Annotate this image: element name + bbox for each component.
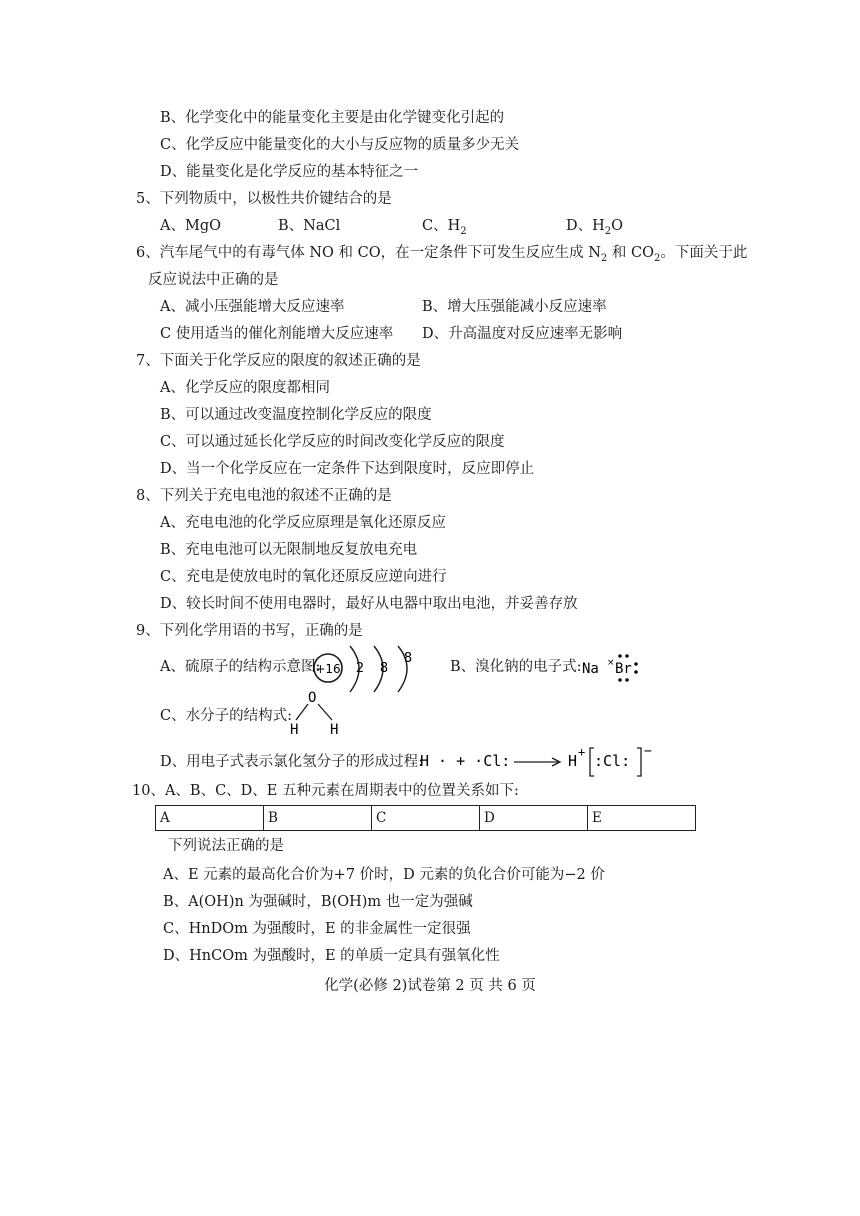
q10-stem-line2: 下列说法正确的是	[168, 838, 284, 854]
nabr-electron-formula	[580, 648, 644, 686]
q4-option-b: B、化学变化中的能量变化主要是由化学键变化引起的	[160, 110, 505, 126]
hydrogen-atom-1: H	[290, 722, 299, 738]
nucleus-charge: +16	[315, 662, 341, 676]
q5-option-b: B、NaCl	[278, 218, 341, 234]
q6-option-b: B、增大压强能减小反应速率	[422, 299, 607, 315]
q10-option-a: A、E 元素的最高化合价为+7 价时，D 元素的负化合价可能为−2 价	[163, 867, 605, 883]
dot-right-2	[634, 670, 638, 674]
water-structural-formula	[286, 688, 350, 738]
hcl-formation-process	[418, 742, 658, 782]
q6-option-d: D、升高温度对反应速率无影响	[422, 326, 623, 342]
q4-option-c: C、化学反应中能量变化的大小与反应物的质量多少无关	[160, 137, 520, 153]
table-cell-b: B	[264, 806, 372, 831]
chloride-ion: :Cl:	[594, 752, 631, 770]
transferred-electron: ×	[607, 658, 615, 668]
q9-option-b: B、溴化钠的电子式:	[450, 659, 582, 675]
q5-option-c: C、$H_2$	[422, 218, 467, 237]
shell-count-2: 8	[379, 661, 389, 676]
bracket-right	[637, 748, 641, 776]
q9-option-a: A、硫原子的结构示意图:	[160, 659, 321, 675]
dot-top-2	[625, 654, 629, 658]
q9-option-d: D、用电子式表示氯化氢分子的形成过程:	[160, 754, 424, 770]
dot-top-1	[618, 654, 622, 658]
hydrogen-atom-2: H	[330, 722, 339, 738]
q7-stem: 7、下面关于化学反应的限度的叙述正确的是	[136, 353, 421, 369]
table-cell-a: A	[156, 806, 264, 831]
dot-right-1	[634, 662, 638, 666]
table-cell-d: D	[480, 806, 588, 831]
q9-option-c: C、水分子的结构式:	[160, 708, 292, 724]
q8-option-a: A、充电电池的化学反应原理是氧化还原反应	[160, 515, 446, 531]
q8-stem: 8、下列关于充电电池的叙述不正确的是	[136, 488, 392, 504]
q10-stem: 10、A、B、C、D、E 五种元素在周期表中的位置关系如下:	[132, 783, 519, 799]
q5-option-d: D、$H_2O$	[566, 218, 624, 237]
q6-option-c: C 使用适当的催化剂能增大反应速率	[160, 326, 394, 342]
q6-stem-line2: 反应说法中正确的是	[148, 272, 279, 288]
q6-option-a: A、减小压强能增大反应速率	[160, 299, 345, 315]
periodic-position-table	[155, 805, 696, 831]
q8-option-b: B、充电电池可以无限制地反复放电充电	[160, 542, 418, 558]
hydrogen-ion: H	[568, 752, 578, 770]
oxygen-atom: O	[308, 690, 317, 706]
q4-option-d: D、能量变化是化学反应的基本特征之一	[160, 164, 419, 180]
q10-option-b: B、A(OH)n 为强碱时，B(OH)m 也一定为强碱	[163, 894, 473, 910]
bond-left	[296, 704, 308, 720]
q10-option-d: D、HnCOm 为强酸时，E 的单质一定具有强氧化性	[163, 948, 500, 964]
hcl-reactants: H · + ·Cl:	[420, 752, 511, 770]
q7-option-d: D、当一个化学反应在一定条件下达到限度时，反应即停止	[160, 461, 535, 477]
br-symbol: Br	[615, 661, 632, 677]
q5-option-a: A、MgO	[160, 218, 221, 234]
q5-stem: 5、下列物质中，以极性共价键结合的是	[136, 191, 392, 207]
table-cell-e: E	[588, 806, 696, 831]
q7-option-a: A、化学反应的限度都相同	[160, 380, 330, 396]
q8-option-c: C、充电是使放电时的氧化还原反应逆向进行	[160, 569, 447, 585]
shell-count-1: 2	[355, 661, 365, 676]
q7-option-b: B、可以通过改变温度控制化学反应的限度	[160, 407, 432, 423]
table-cell-c: C	[372, 806, 480, 831]
table-row	[156, 806, 696, 831]
dot-bottom-1	[618, 678, 622, 682]
q9-stem: 9、下列化学用语的书写，正确的是	[136, 623, 363, 639]
q7-option-c: C、可以通过延长化学反应的时间改变化学反应的限度	[160, 434, 505, 450]
q6-stem: 6、汽车尾气中的有毒气体 NO 和 CO，在一定条件下可发生反应生成 $N_2$ 和 $CO_2$。下面关于此	[136, 245, 748, 264]
positive-charge: +	[578, 745, 586, 759]
na-symbol: Na	[582, 661, 599, 677]
negative-charge: −	[644, 744, 652, 759]
q8-option-d: D、较长时间不使用电器时，最好从电器中取出电池，并妥善存放	[160, 596, 578, 612]
bond-right	[318, 704, 332, 720]
page-footer: 化学(必修 2)试卷第 2 页 共 6 页	[324, 978, 536, 994]
dot-bottom-2	[625, 678, 629, 682]
q10-option-c: C、HnDOm 为强酸时，E 的非金属性一定很强	[163, 921, 471, 937]
shell-count-3: 8	[403, 651, 413, 666]
